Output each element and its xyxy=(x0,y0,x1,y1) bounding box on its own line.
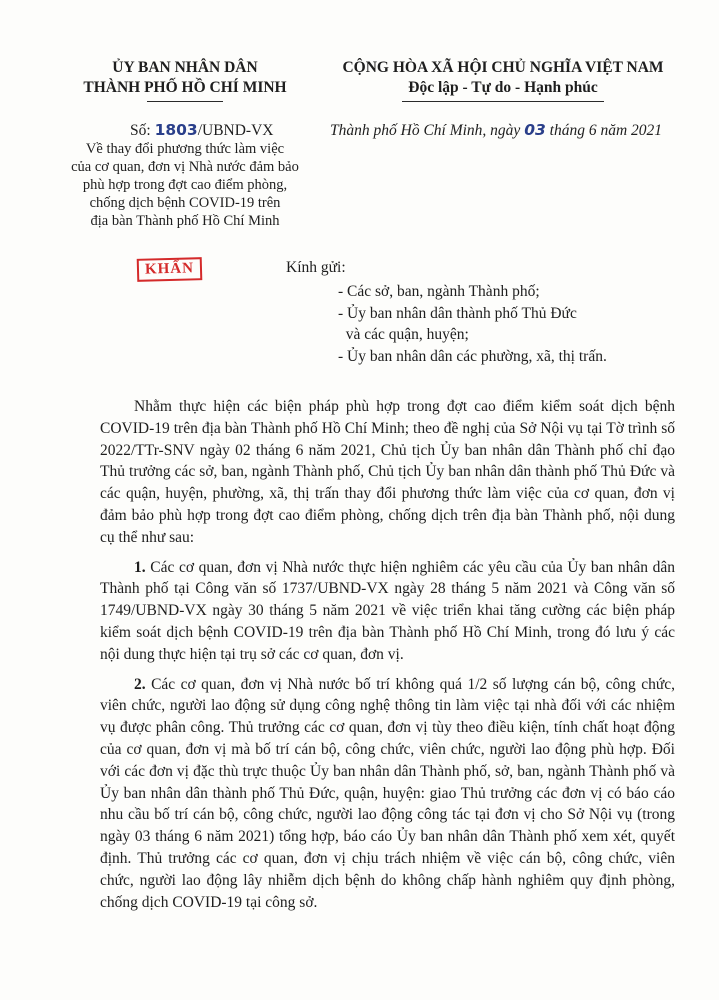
document-date xyxy=(330,120,710,141)
date-day-handwritten: 03 xyxy=(524,121,546,139)
document-body xyxy=(100,396,675,913)
recipient-item: - Ủy ban nhân dân các phường, xã, thị trấn. xyxy=(338,347,607,365)
recipient-item: - Ủy ban nhân dân thành phố Thủ Đức xyxy=(338,304,577,322)
paragraph-1-number: 1. xyxy=(134,558,146,576)
paragraph-2 xyxy=(100,674,675,914)
paragraph-1 xyxy=(100,557,675,666)
recipients-list xyxy=(338,281,698,367)
intro-paragraph: Nhằm thực hiện các biện pháp phù hợp trong đợt cao điểm kiểm soát dịch bệnh COVID-19 trên địa bàn Thành phố Hồ Chí Minh; theo đề nghị của Sở Nội vụ tại Tờ trình số 2022/TTr-SNV ngày 02 tháng 6 năm 2021, Chủ tịch Ủy ban nhân dân Thành phố chỉ đạo Thủ trưởng các sở, ban, ngành Thành phố, Chủ tịch Ủy ban nhân dân thành phố Thủ Đức và các quận, huyện, phường, xã, thị trấn thay đổi phương thức làm việc của cơ quan, đơn vị đảm bảo phù hợp trong đợt cao điểm phòng, chống dịch trên địa bàn Thành phố, nội dung cụ thể như sau: xyxy=(100,398,675,546)
urgent-stamp: KHẨN xyxy=(137,257,203,282)
national-title: CỘNG HÒA XÃ HỘI CHỦ NGHĨA VIỆT NAM xyxy=(342,59,664,76)
issuer-line-1: ỦY BAN NHÂN DÂN xyxy=(112,59,258,76)
recipient-item: - Các sở, ban, ngành Thành phố; xyxy=(338,283,540,300)
doc-number-suffix: /UBND-VX xyxy=(197,122,274,139)
recipients-label: Kính gửi: xyxy=(286,259,346,276)
subject-line: của cơ quan, đơn vị Nhà nước đảm bảo xyxy=(71,159,299,175)
date-suffix: tháng 6 năm 2021 xyxy=(549,122,663,139)
paragraph-2-text: Các cơ quan, đơn vị Nhà nước bố trí không quá 1/2 số lượng cán bộ, công chức, viên chức, người lao động sử dụng công nghệ thông tin làm việc tại nhà đối với các nhiệm vụ được phân công. Thủ trưởng các cơ quan, đơn vị tùy theo điều kiện, tính chất hoạt động của cơ quan, đơn vị mà bố trí cán bộ, công chức, viên chức, người lao động phù hợp. Đối với các đơn vị đặc thù trực thuộc Ủy ban nhân dân Thành phố, sở, ban, ngành Thành phố và Ủy ban nhân dân thành phố Thủ Đức, quận, huyện: giao Thủ trưởng các đơn vị có báo cáo nhu cầu bố trí cán bộ, công chức, người lao động công tác tại đơn vị cho Sở Nội vụ (trong ngày 03 tháng 6 năm 2021) tổng hợp, báo cáo Ủy ban nhân dân Thành phố xem xét, quyết định. Thủ trưởng các cơ quan, đơn vị chịu trách nhiệm về việc cán bộ, công chức, viên chức, người lao động lây nhiễm dịch bệnh do không chấp hành nghiêm quy định phòng, chống dịch COVID-19 tại công sở. xyxy=(100,675,676,911)
issuer-line-2: THÀNH PHỐ HỒ CHÍ MINH xyxy=(83,79,287,96)
subject-line: chống dịch bệnh COVID-19 trên xyxy=(89,195,281,211)
national-header xyxy=(318,58,688,98)
document-number xyxy=(130,120,330,141)
subject-line: phù hợp trong đợt cao điểm phòng, xyxy=(82,177,288,193)
motto-underline xyxy=(402,101,604,102)
subject-line: địa bàn Thành phố Hồ Chí Minh xyxy=(90,213,280,229)
doc-number-prefix: Số: xyxy=(130,122,151,139)
paragraph-1-text: Các cơ quan, đơn vị Nhà nước thực hiện nghiêm các yêu cầu của Ủy ban nhân dân Thành phố tại Công văn số 1737/UBND-VX ngày 28 tháng 5 năm 2021 và Công văn số 1749/UBND-VX ngày 30 tháng 5 năm 2021 về việc triển khai tăng cường các biện pháp kiểm soát dịch bệnh COVID-19 trên địa bàn Thành phố Hồ Chí Minh, trong đó lưu ý các nội dung thực hiện tại trụ sở các cơ quan, đơn vị. xyxy=(100,558,676,663)
national-motto: Độc lập - Tự do - Hạnh phúc xyxy=(408,79,598,96)
paragraph-2-number: 2. xyxy=(134,675,146,693)
issuer-underline xyxy=(147,101,223,102)
doc-number-handwritten: 1803 xyxy=(154,121,198,139)
recipient-item: và các quận, huyện; xyxy=(338,326,469,343)
document-subject xyxy=(60,140,310,230)
date-prefix: Thành phố Hồ Chí Minh, ngày xyxy=(330,122,521,139)
subject-line: Về thay đổi phương thức làm việc xyxy=(85,141,285,157)
issuer-header xyxy=(70,58,300,98)
